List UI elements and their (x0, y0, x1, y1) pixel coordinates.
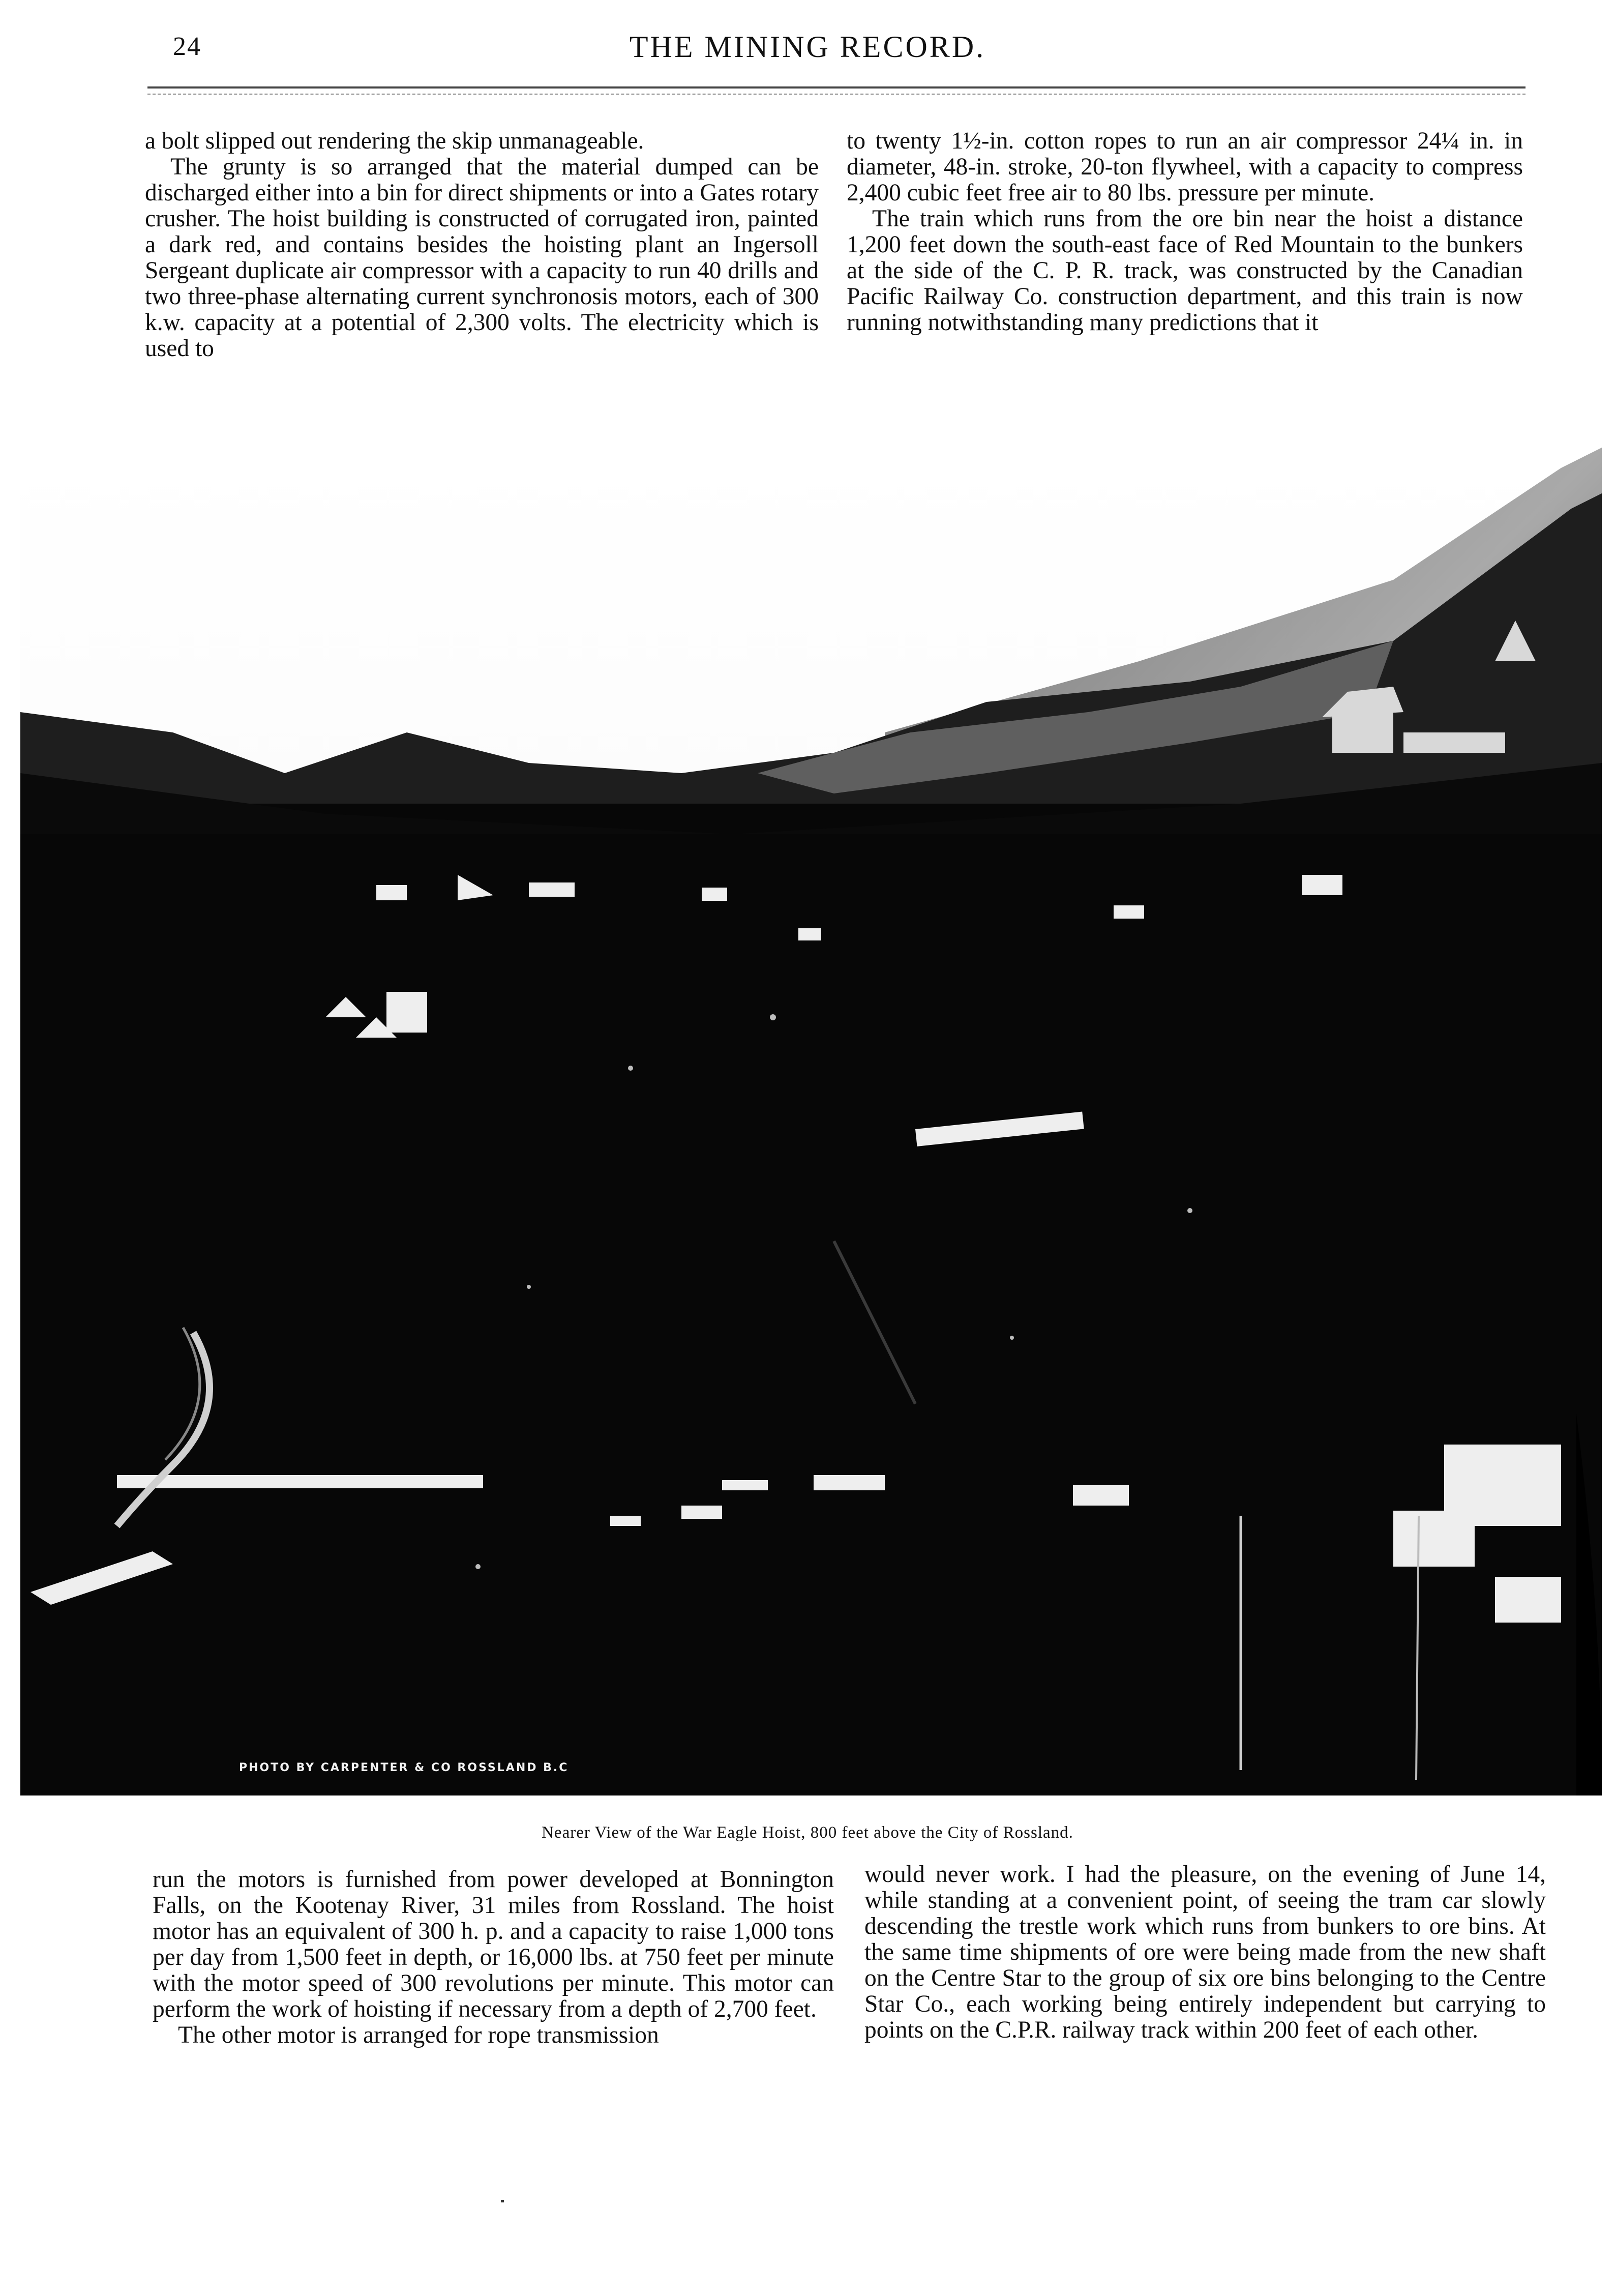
paragraph: a bolt slipped out rendering the skip unmanageable. (145, 128, 644, 154)
paragraph: to twenty 1½-in. cotton ropes to run an air compressor 24¼ in. in diameter, 48-in. stroke, 20-ton flywheel, with a capacity to compress 2,400 cubic feet free air to 80 lbs. pressure per minute. (847, 128, 1523, 206)
column-top-left (145, 128, 819, 362)
header-rule-secondary (147, 94, 1526, 95)
column-top-right (847, 128, 1523, 336)
header-rule (147, 86, 1526, 89)
photo-caption: Nearer View of the War Eagle Hoist, 800 feet above the City of Rossland. (542, 1823, 1073, 1842)
column-bottom-right (864, 1862, 1546, 2043)
page-number: 24 (173, 32, 201, 61)
photo-war-eagle-hoist (20, 448, 1602, 1795)
photo-credit: PHOTO BY CARPENTER & CO ROSSLAND B.C (239, 1761, 569, 1774)
paragraph: The train which runs from the ore bin near the hoist a distance 1,200 feet down the south-east face of Red Mountain to the bunkers at the side of the C. P. R. track, was constructed by the Canadian Pacific Railway Co. construction department, and this train is now running notwithstanding many predictions that it (847, 205, 1523, 336)
column-bottom-left (153, 1867, 834, 2048)
running-head-title: THE MINING RECORD. (629, 30, 986, 64)
ink-speck (501, 2200, 504, 2202)
paragraph: run the motors is furnished from power developed at Bonnington Falls, on the Kootenay River, 31 miles from Rossland. The hoist motor has an equivalent of 300 h. p. and a capacity to raise 1,000 tons per day from 1,500 feet in depth, or 16,000 lbs. at 750 feet per minute with the motor speed of 300 revolutions per minute. This motor can perform the work of hoisting if necessary from a depth of 2,700 feet. (153, 1866, 834, 2022)
paragraph: The grunty is so arranged that the material dumped can be discharged either into a bin for direct shipments or into a Gates rotary crusher. The hoist building is constructed of corrugated iron, painted a dark red, and contains besides the hoisting plant an Ingersoll Sergeant duplicate air compressor with a capacity to run 40 drills and two three-phase alternating current synchronosis motors, each of 300 k.w. capacity at a potential of 2,300 volts. The electricity which is used to (145, 154, 819, 362)
paragraph: The other motor is arranged for rope transmission (178, 2022, 659, 2048)
paragraph: would never work. I had the pleasure, on the evening of June 14, while standing at a convenient point, of seeing the tram car slowly descending the trestle work which runs from bunkers to ore bins. At the same time shipments of ore were being made from the new shaft on the Centre Star to the group of six ore bins belonging to the Centre Star Co., each working being entirely independent but carrying to points on the C.P.R. railway track within 200 feet of each other. (864, 1861, 1546, 2043)
